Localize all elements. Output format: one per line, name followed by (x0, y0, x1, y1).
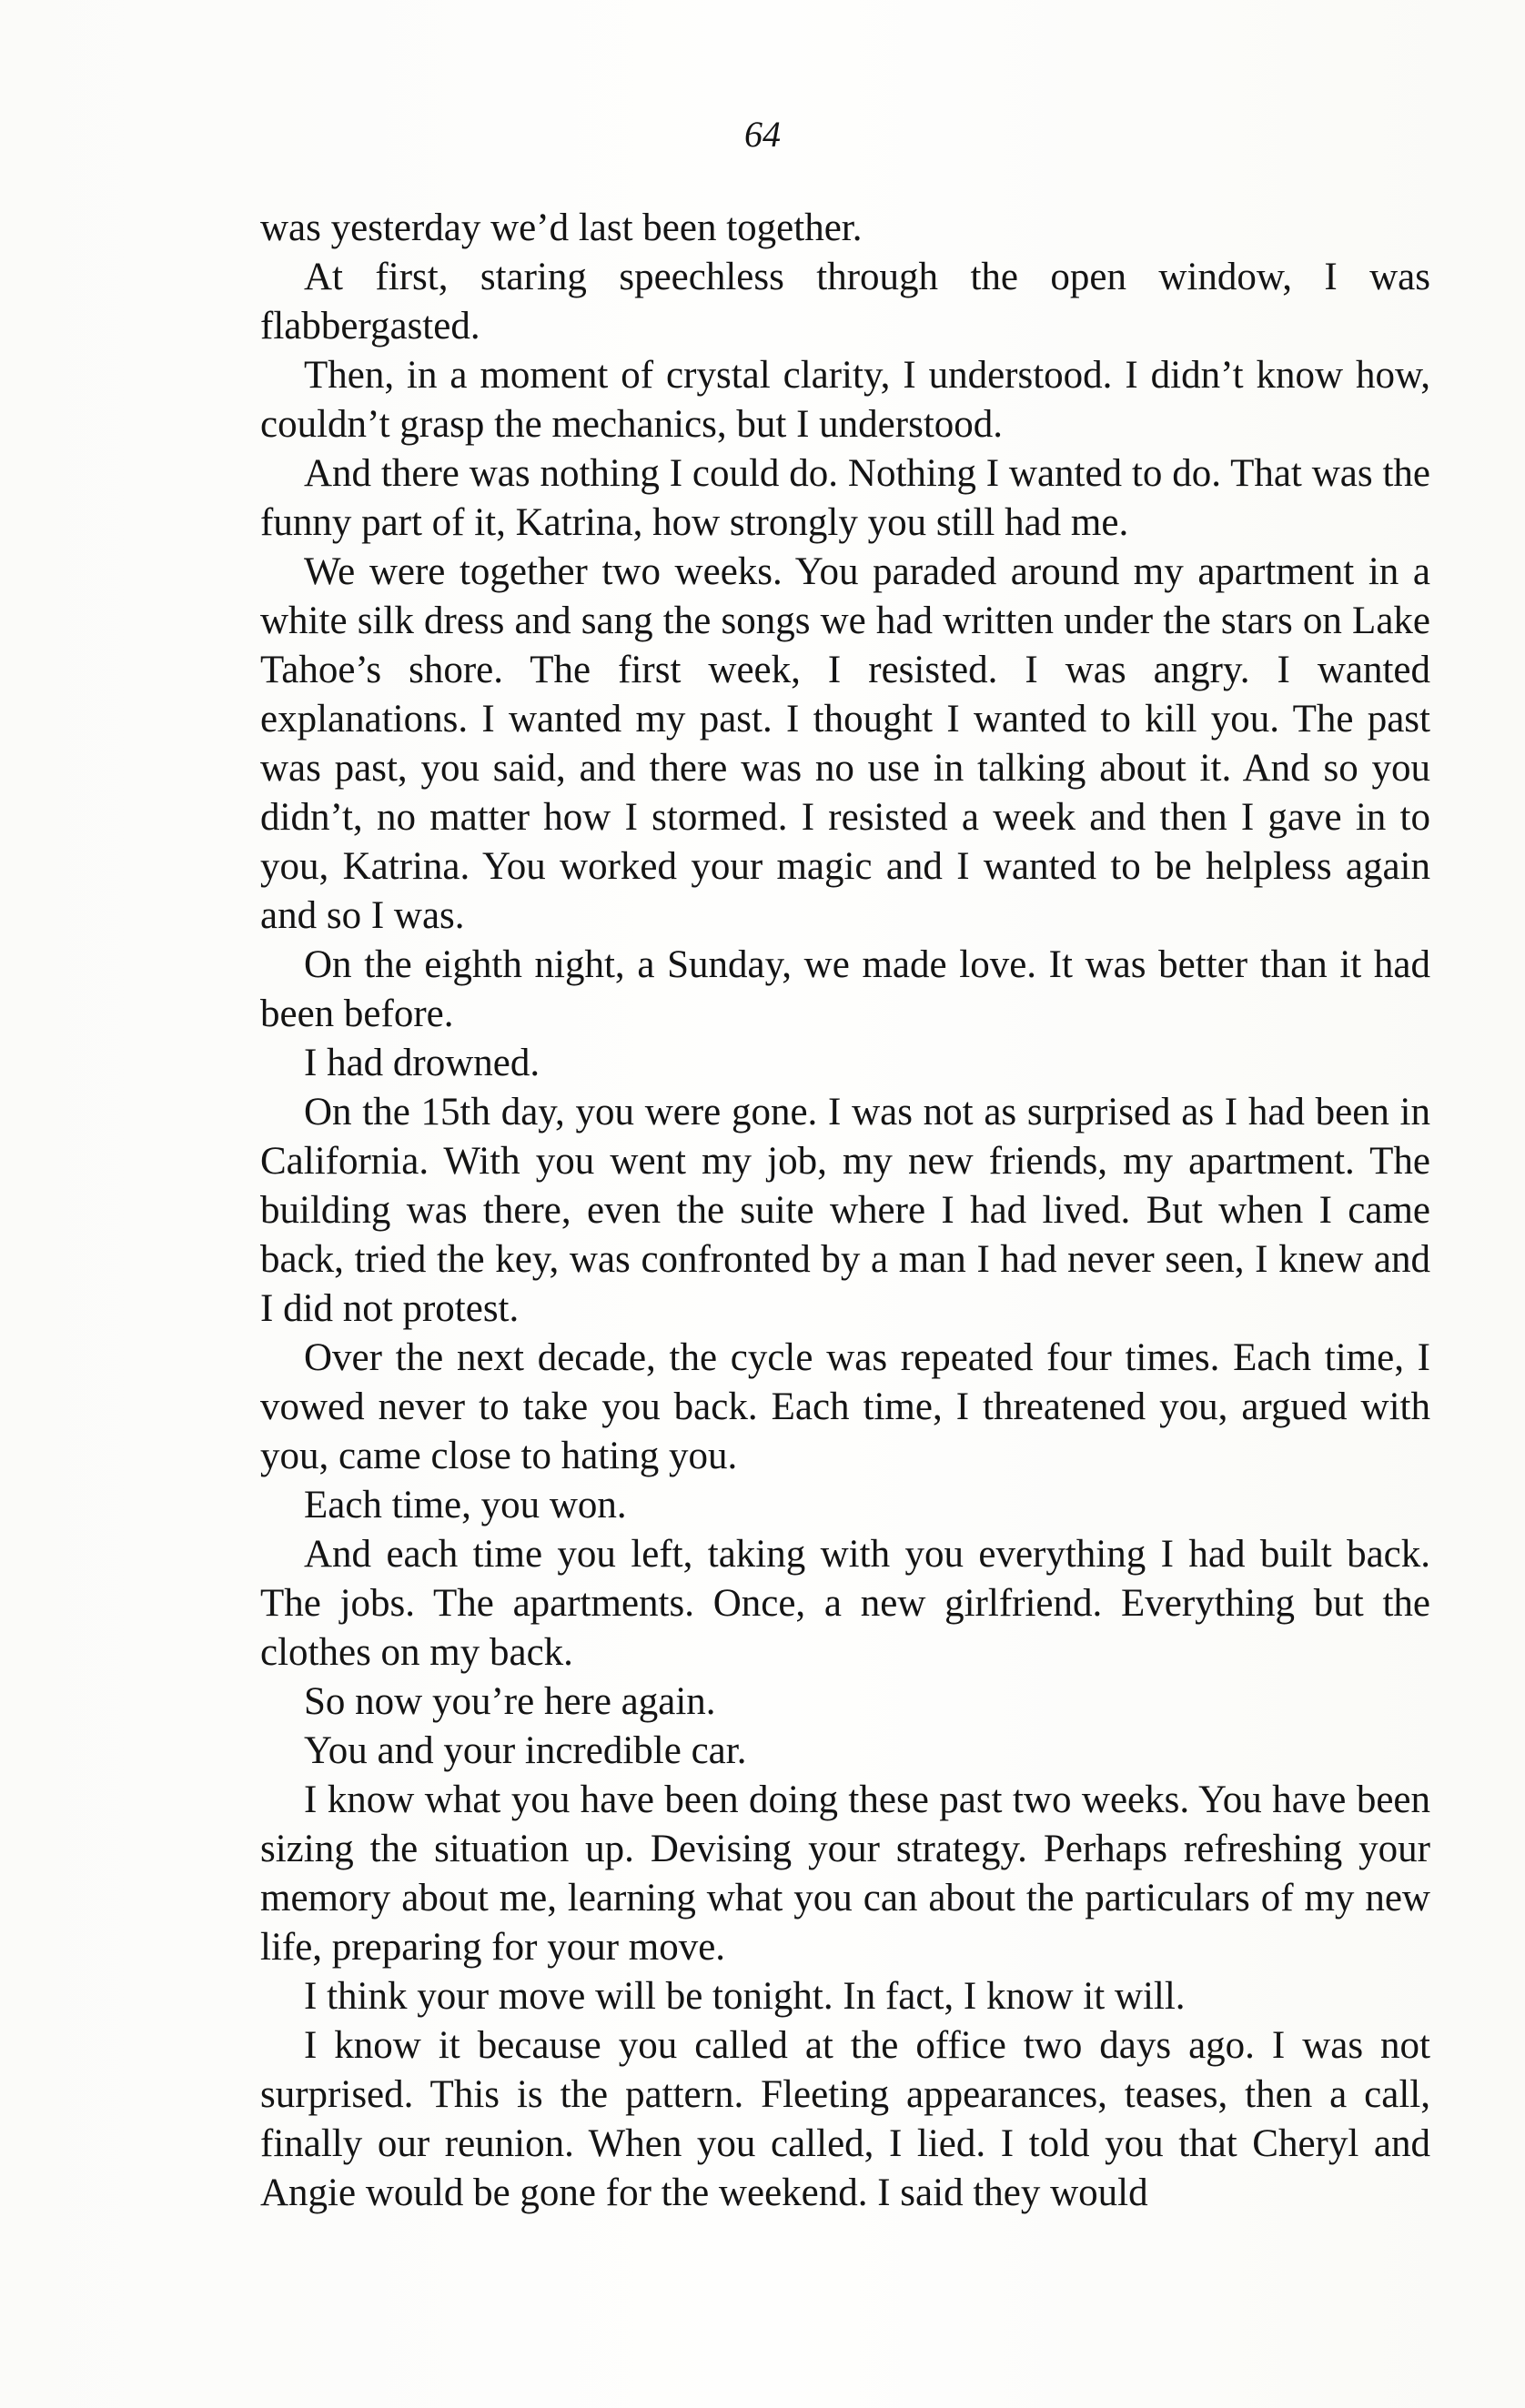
paragraph: On the 15th day, you were gone. I was not as surprised as I had been in California. With you went my job, my new friends, my apartment. The building was there, even the suite where I had lived. But when I came back, tried the key, was confronted by a man I had never seen, I knew and I did not protest. (260, 1091, 1430, 1330)
paragraph: So now you’re here again. (304, 1680, 716, 1723)
paragraph: And each time you left, taking with you everything I had built back. The jobs. The apartments. Once, a new girlfriend. Everything but the clothes on my back. (260, 1533, 1430, 1674)
page-number: 64 (744, 114, 781, 155)
paragraph: You and your incredible car. (304, 1729, 747, 1772)
paragraph: I know what you have been doing these past two weeks. You have been sizing the situation up. Devising your strategy. Perhaps refreshing your memory about me, learning what you can about the particulars of my new life, preparing for your move. (260, 1778, 1430, 1969)
paragraph: I think your move will be tonight. In fact, I know it will. (304, 1975, 1186, 2018)
paragraph: Each time, you won. (304, 1484, 627, 1526)
paragraph: At first, staring speechless through the open window, I was flabbergasted. (260, 256, 1430, 348)
paragraph: And there was nothing I could do. Nothing I wanted to do. That was the funny part of it, Katrina, how strongly you still had me. (260, 452, 1430, 544)
paragraph: We were together two weeks. You paraded around my apartment in a white silk dress and sang the songs we had written under the stars on Lake Tahoe’s shore. The first week, I resisted. I was angry. I wanted explanations. I wanted my past. I thought I wanted to kill you. The past was past, you said, and there was no use in talking about it. And so you didn’t, no matter how I stormed. I resisted a week and then I gave in to you, Katrina. You worked your magic and I wanted to be helpless again and so I was. (260, 550, 1430, 937)
paragraph: Then, in a moment of crystal clarity, I understood. I didn’t know how, couldn’t grasp the mechanics, but I understood. (260, 354, 1430, 446)
paragraph-continuation: was yesterday we’d last been together. (260, 207, 863, 249)
paragraph: I had drowned. (304, 1042, 540, 1084)
paragraph: I know it because you called at the office two days ago. I was not surprised. This is the pattern. Fleeting appearances, teases, then a call, finally our reunion. When you called, I lied. I told you that Cheryl and Angie would be gone for the weekend. I said they would (260, 2024, 1430, 2214)
paragraph: Over the next decade, the cycle was repeated four times. Each time, I vowed never to take you back. Each time, I threatened you, argued with you, came close to hating you. (260, 1336, 1430, 1477)
paragraph: On the eighth night, a Sunday, we made love. It was better than it had been before. (260, 943, 1430, 1035)
body-text (260, 204, 1430, 2218)
